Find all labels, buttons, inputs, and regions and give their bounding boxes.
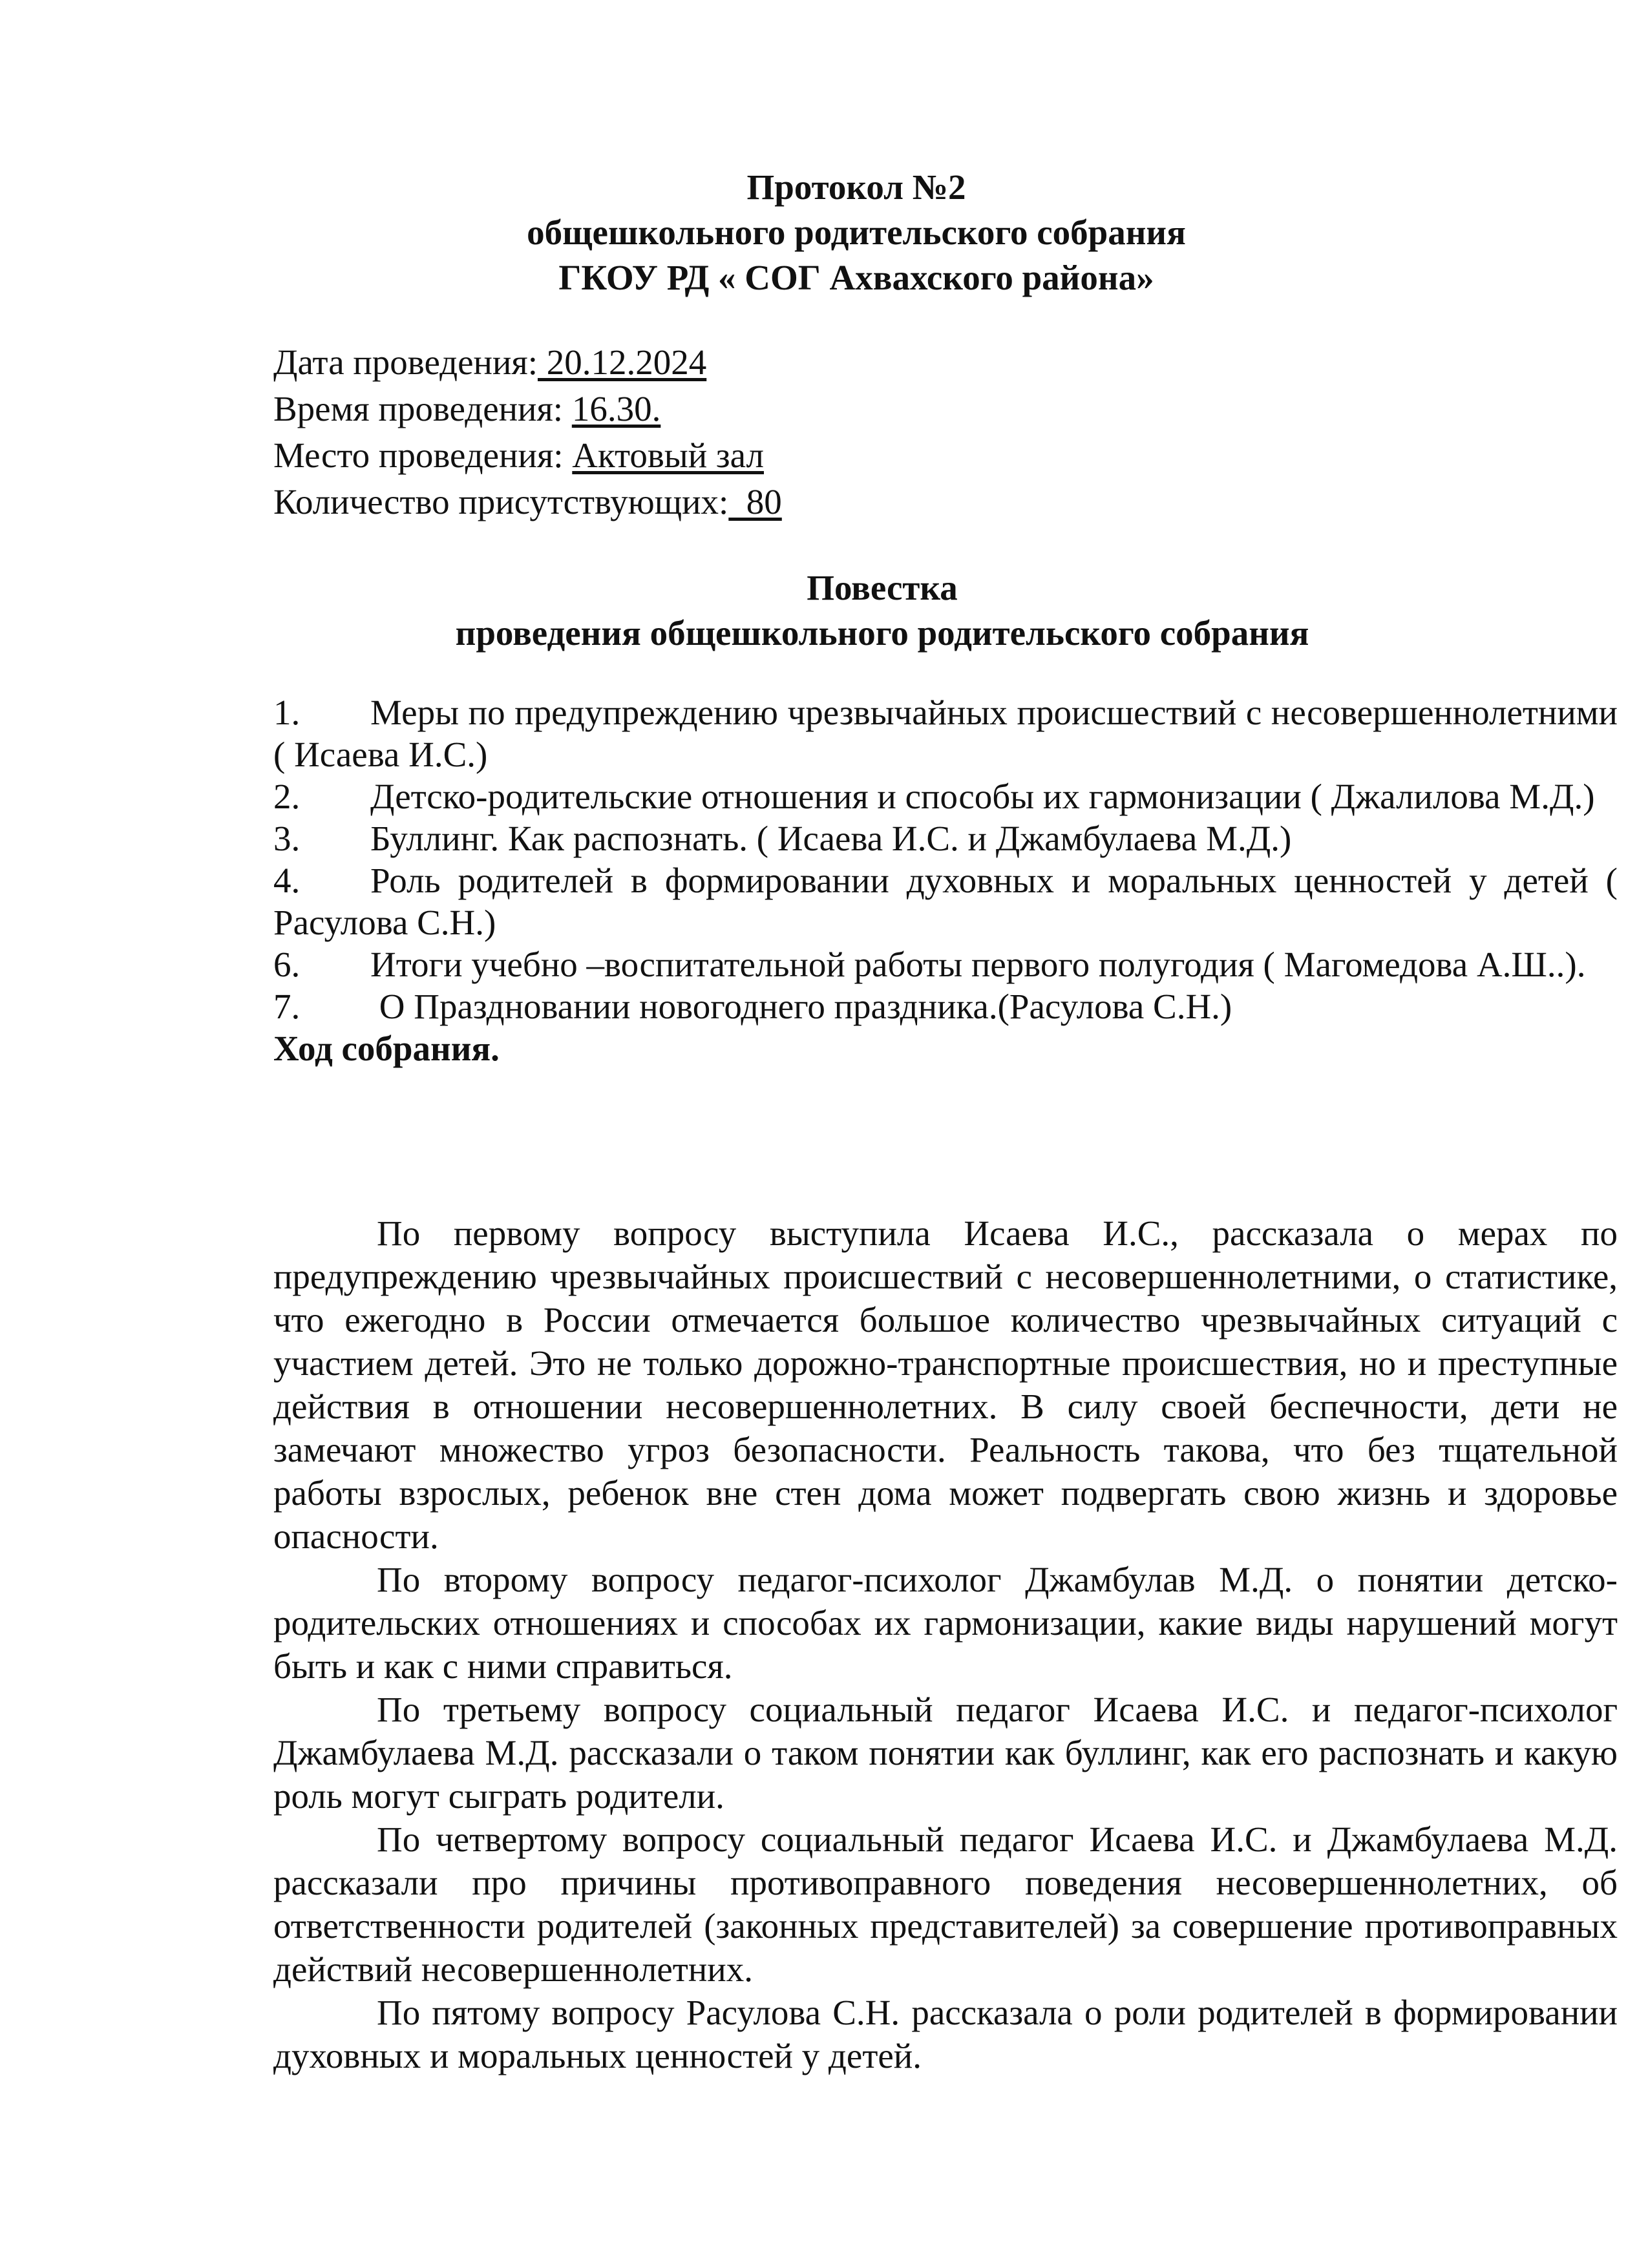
- agenda-item: [273, 859, 1618, 943]
- agenda-item-text: Итоги учебно –воспитательной работы первого полугодия ( Магомедова А.Ш..).: [370, 945, 1586, 984]
- agenda-item: [273, 943, 1618, 985]
- agenda-item-text: Буллинг. Как распознать. ( Исаева И.С. и Джамбулаева М.Д.): [370, 819, 1292, 858]
- agenda-item-number: 7.: [273, 987, 301, 1026]
- agenda-item-text: О Праздновании новогоднего праздника.(Расулова С.Н.): [370, 987, 1232, 1026]
- agenda-title: [0, 565, 1648, 656]
- agenda-item: [273, 775, 1618, 817]
- time-label: Время проведения:: [273, 389, 572, 428]
- proceedings-paragraph: По четвертому вопросу социальный педагог Исаева И.С. и Джамбулаева М.Д. рассказали про причины противоправного поведения несовершеннолетних, об ответственности родителей (законных представителей) за совершение противоправных действий несовершеннолетних.: [273, 1820, 1618, 1989]
- agenda-item: [273, 691, 1618, 775]
- date-label: Дата проведения:: [273, 342, 538, 382]
- date-value: 20.12.2024: [537, 342, 707, 382]
- proceedings-body: [273, 1212, 1618, 2077]
- agenda-item: [273, 817, 1618, 859]
- proceedings-heading: Ход собрания.: [273, 1029, 500, 1068]
- meeting-details: [273, 339, 1566, 525]
- title-line-2: общешкольного родительского собрания: [527, 213, 1186, 252]
- agenda-item-number: 6.: [273, 945, 301, 984]
- agenda-item-number: 2.: [273, 777, 301, 816]
- attendance-value: 80: [728, 482, 782, 521]
- attendance-row: [273, 479, 1566, 525]
- proceedings-paragraph: По третьему вопросу социальный педагог Исаева И.С. и педагог-психолог Джамбулаева М.Д. рассказали о таком понятии как буллинг, как его распознать и какую роль могут сыграть родители.: [273, 1690, 1618, 1816]
- place-label: Место проведения:: [273, 436, 573, 475]
- agenda-title-line-2: проведения общешкольного родительского собрания: [455, 613, 1309, 653]
- agenda-item-number: 4.: [273, 861, 301, 900]
- proceedings-paragraph: По первому вопросу выступила Исаева И.С., рассказала о мерах по предупреждению чрезвычайных происшествий с несовершеннолетними, о статистике, что ежегодно в России отмечается большое количество чрезвычайных ситуаций с участием детей. Это не только дорожно-транспортные происшествия, но и преступные действия в отношении несовершеннолетних. В силу своей беспечности, дети не замечают множество угроз безопасности. Реальность такова, что без тщательной работы взрослых, ребенок вне стен дома может подвергать свою жизнь и здоровье опасности.: [273, 1213, 1618, 1556]
- agenda-item-number: 1.: [273, 693, 301, 732]
- date-row: [273, 339, 1566, 386]
- time-row: [273, 386, 1566, 432]
- agenda-item-text: Меры по предупреждению чрезвычайных происшествий с несовершеннолетними ( Исаева И.С.): [273, 693, 1618, 774]
- agenda-item-text: Детско-родительские отношения и способы их гармонизации ( Джалилова М.Д.): [370, 777, 1595, 816]
- proceedings-paragraph: По пятому вопросу Расулова С.Н. рассказала о роли родителей в формировании духовных и моральных ценностей у детей.: [273, 1993, 1618, 2075]
- agenda-item: [273, 985, 1618, 1027]
- agenda-item-number: 3.: [273, 819, 301, 858]
- agenda-list: [273, 691, 1618, 1069]
- place-row: [273, 432, 1566, 479]
- proceedings-paragraph: По второму вопросу педагог-психолог Джамбулав М.Д. о понятии детско-родительских отношениях и способах их гармонизации, какие виды нарушений могут быть и как с ними справиться.: [273, 1560, 1618, 1686]
- place-value: Актовый зал: [572, 436, 764, 475]
- attendance-label: Количество присутствующих:: [273, 482, 729, 521]
- title-line-3: ГКОУ РД « СОГ Ахвахского района»: [558, 258, 1154, 297]
- time-value: 16.30.: [571, 389, 661, 428]
- title-line-1: Протокол №2: [746, 167, 966, 207]
- agenda-title-line-1: Повестка: [807, 568, 958, 607]
- document-title: [0, 165, 1648, 300]
- agenda-item-text: Роль родителей в формировании духовных и моральных ценностей у детей ( Расулова С.Н.): [273, 861, 1618, 942]
